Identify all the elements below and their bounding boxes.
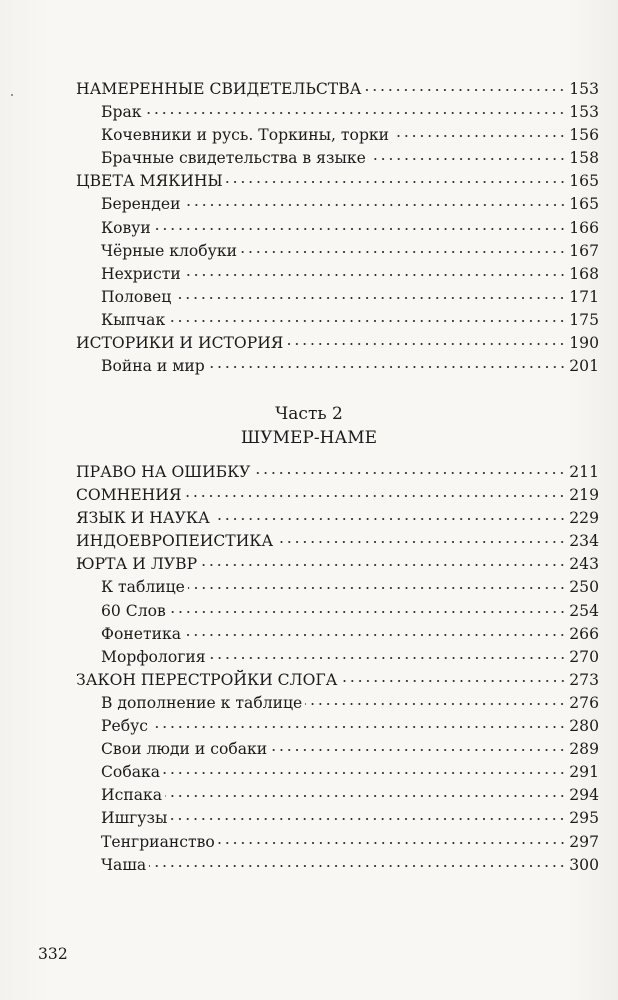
toc-entry-title: Берендеи [101, 195, 181, 214]
toc-entry-page: 171 [569, 287, 599, 306]
dot-leader [226, 181, 566, 183]
toc-entry-title: Ишгузы [101, 809, 168, 828]
toc-subentry [76, 646, 599, 669]
toc-entry-title: К таблице [101, 578, 185, 597]
dot-leader [305, 703, 566, 705]
dot-leader [392, 135, 566, 137]
toc-subentry [76, 715, 599, 738]
toc-entry-page: 295 [569, 809, 599, 828]
toc-entry [76, 170, 599, 193]
toc-subentry [76, 831, 599, 854]
toc-entry-page: 273 [569, 670, 599, 689]
toc-entry-page: 175 [569, 310, 599, 329]
toc-entry-page: 211 [569, 463, 599, 481]
toc-entry-page: 167 [569, 241, 599, 260]
paper-speck [11, 94, 13, 96]
dot-leader [276, 541, 566, 543]
toc-subentry [76, 286, 599, 309]
toc-entry-title: Испака [101, 786, 163, 805]
dot-leader [364, 89, 566, 91]
dot-leader [151, 726, 566, 728]
toc-entry-page: 158 [569, 149, 599, 168]
dot-leader [169, 611, 566, 613]
toc-entry-title: Брачные свидетельства в языке [101, 149, 366, 168]
toc-entry-page: 219 [569, 486, 599, 505]
toc-entry-title: В дополнение к таблице [101, 693, 303, 712]
toc-entry-page: 234 [569, 532, 599, 551]
page-number: 332 [38, 945, 68, 963]
toc-entry [76, 530, 599, 553]
toc-entry-title: НАМЕРЕННЫЕ СВИДЕТЕЛЬСТВА [76, 80, 362, 98]
toc-entry-title: ИСТОРИКИ И ИСТОРИЯ [76, 334, 284, 353]
dot-leader [184, 495, 566, 497]
toc-entry [76, 484, 599, 507]
toc-entry-page: 168 [569, 264, 599, 283]
toc-subentry [76, 101, 599, 124]
toc-subentry [76, 309, 599, 332]
toc-section-one [76, 78, 599, 378]
toc-subentry [76, 807, 599, 830]
toc-entry-page: 190 [569, 334, 599, 353]
toc-entry-title: ПРАВО НА ОШИБКУ [76, 463, 251, 481]
toc-entry-page: 165 [569, 195, 599, 214]
toc-entry-page: 229 [569, 509, 599, 528]
toc-entry-page: 166 [569, 218, 599, 237]
toc-subentry [76, 355, 599, 378]
toc-entry-title: 60 Слов [101, 601, 166, 620]
toc-entry-page: 300 [569, 855, 599, 874]
toc-entry-title: ИНДОЕВРОПЕИСТИКА [76, 532, 274, 551]
toc-subentry [76, 217, 599, 240]
toc-entry-page: 270 [569, 647, 599, 666]
toc-subentry [76, 240, 599, 263]
toc-entry-page: 297 [569, 832, 599, 851]
toc-entry-title: Нехристи [101, 264, 181, 283]
toc-entry-page: 250 [569, 578, 599, 597]
toc-entry-page: 294 [569, 786, 599, 805]
toc-subentry [76, 623, 599, 646]
dot-leader [149, 865, 566, 867]
dot-leader [286, 343, 566, 345]
toc-entry-title: Ковуи [101, 218, 151, 237]
toc-entry-page: 254 [569, 601, 599, 620]
toc-subentry [76, 854, 599, 877]
toc-entry-title: Тенгрианство [101, 832, 215, 851]
toc-entry-page: 276 [569, 693, 599, 712]
toc-entry-title: ЗАКОН ПЕРЕСТРОЙКИ СЛОГА [76, 670, 338, 689]
toc-subentry [76, 600, 599, 623]
dot-leader [184, 204, 567, 206]
dot-leader [184, 274, 566, 276]
dot-leader [154, 228, 566, 230]
dot-leader [200, 564, 566, 566]
dot-leader [174, 297, 566, 299]
toc-entry [76, 669, 599, 692]
toc-entry-page: 289 [569, 740, 599, 759]
toc-entry-title: Брак [101, 103, 142, 122]
dot-leader [165, 795, 566, 797]
dot-leader [144, 112, 566, 114]
toc-entry-page: 243 [569, 555, 599, 574]
toc-entry-title: Чаша [101, 855, 147, 874]
toc-entry-title: Морфология [101, 647, 206, 666]
dot-leader [218, 842, 566, 844]
toc-entry [76, 553, 599, 576]
dot-leader [369, 158, 566, 160]
toc-entry-page: 280 [569, 717, 599, 736]
toc-entry-title: ЯЗЫК И НАУКА [76, 509, 210, 528]
toc-subentry [76, 263, 599, 286]
toc-entry [76, 332, 599, 355]
dot-leader [208, 366, 566, 368]
toc-subentry [76, 738, 599, 761]
toc-section-two [76, 461, 599, 877]
toc-entry-title: СОМНЕНИЯ [76, 486, 182, 505]
toc-entry-page: 291 [569, 763, 599, 782]
toc-entry-title: Кыпчак [101, 310, 166, 329]
toc-entry-title: Война и мир [101, 357, 205, 376]
toc-subentry [76, 147, 599, 170]
toc-entry-title: Фонетика [101, 624, 182, 643]
toc-entry-title: ЮРТА И ЛУВР [76, 555, 198, 574]
toc-entry-page: 201 [569, 357, 599, 376]
toc-entry-title: Половец [101, 287, 172, 306]
toc-entry-title: Собака [101, 763, 161, 782]
dot-leader [240, 251, 566, 253]
toc-entry-page: 153 [569, 80, 599, 98]
dot-leader [253, 472, 566, 474]
toc-entry [76, 461, 599, 484]
toc-entry-page: 153 [569, 103, 599, 122]
dot-leader [170, 818, 566, 820]
dot-leader [209, 657, 567, 659]
dot-leader [168, 320, 566, 322]
dot-leader [184, 634, 566, 636]
dot-leader [163, 772, 566, 774]
toc-entry-title: Кочевники и русь. Торкины, торки [101, 126, 390, 145]
toc-subentry [76, 193, 599, 216]
dot-leader [213, 518, 566, 520]
dot-leader [270, 749, 566, 751]
toc-entry [76, 78, 599, 101]
toc-subentry [76, 761, 599, 784]
part-label: Часть 2 [275, 404, 343, 424]
toc-subentry [76, 124, 599, 147]
toc-entry-page: 266 [569, 624, 599, 643]
toc-subentry [76, 784, 599, 807]
toc-entry-page: 165 [569, 172, 599, 191]
part-title: ШУМЕР-НАМЕ [240, 428, 378, 448]
toc-entry [76, 507, 599, 530]
toc-entry-title: Свои люди и собаки [101, 740, 268, 759]
part-heading [0, 402, 618, 450]
dot-leader [188, 587, 566, 589]
dot-leader [341, 680, 567, 682]
toc-entry-title: Чёрные клобуки [101, 241, 237, 260]
toc-entry-title: Ребус [101, 717, 149, 736]
toc-subentry [76, 692, 599, 715]
toc-entry-page: 156 [569, 126, 599, 145]
toc-subentry [76, 576, 599, 599]
toc-entry-title: ЦВЕТА МЯКИНЫ [76, 172, 223, 191]
